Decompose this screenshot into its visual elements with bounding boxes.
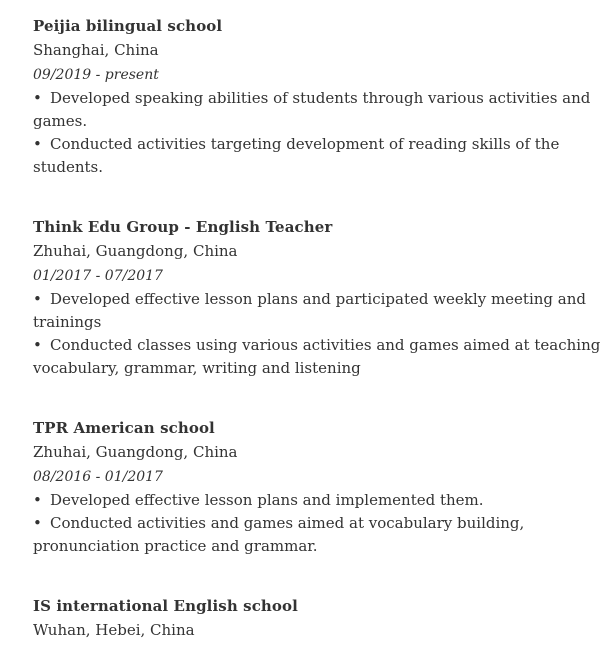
bullet-icon: • (33, 135, 42, 153)
job-location: Shanghai, China (33, 41, 159, 59)
work-experience-section (33, 14, 603, 643)
job-title: TPR American school (33, 419, 215, 437)
job-dates: 01/2017 - 07/2017 (33, 268, 163, 284)
job-bullets (33, 288, 603, 380)
bullet-text: Conducted activities and games aimed at vocabulary building, pronunciation practice and grammar. (33, 514, 525, 555)
job-title: IS international English school (33, 597, 298, 615)
job-entry (33, 594, 603, 643)
job-location: Zhuhai, Guangdong, China (33, 443, 238, 461)
job-bullets (33, 87, 603, 179)
spacer (33, 380, 603, 416)
spacer (33, 558, 603, 594)
job-bullet (33, 512, 603, 558)
job-title: Peijia bilingual school (33, 17, 223, 35)
job-location: Wuhan, Hebei, China (33, 621, 195, 639)
job-bullet (33, 489, 603, 512)
job-entry (33, 215, 603, 380)
bullet-text: Conducted classes using various activities and games aimed at teaching vocabulary, grammar, writing and listening (33, 336, 601, 377)
job-dates: 09/2019 - present (33, 67, 159, 83)
bullet-icon: • (33, 336, 42, 354)
bullet-text: Developed effective lesson plans and implemented them. (50, 491, 484, 509)
job-bullets (33, 489, 603, 558)
bullet-icon: • (33, 491, 42, 509)
job-bullet (33, 87, 603, 133)
job-entry (33, 416, 603, 558)
job-entry (33, 14, 603, 179)
job-title: Think Edu Group - English Teacher (33, 218, 333, 236)
bullet-text: Developed effective lesson plans and participated weekly meeting and trainings (33, 290, 586, 331)
bullet-icon: • (33, 514, 42, 532)
bullet-icon: • (33, 89, 42, 107)
job-bullet (33, 334, 603, 380)
bullet-text: Conducted activities targeting development of reading skills of the students. (33, 135, 560, 176)
bullet-text: Developed speaking abilities of students through various activities and games. (33, 89, 591, 130)
bullet-icon: • (33, 290, 42, 308)
job-location: Zhuhai, Guangdong, China (33, 242, 238, 260)
spacer (33, 179, 603, 215)
job-bullet (33, 133, 603, 179)
job-bullet (33, 288, 603, 334)
job-dates: 08/2016 - 01/2017 (33, 469, 163, 485)
